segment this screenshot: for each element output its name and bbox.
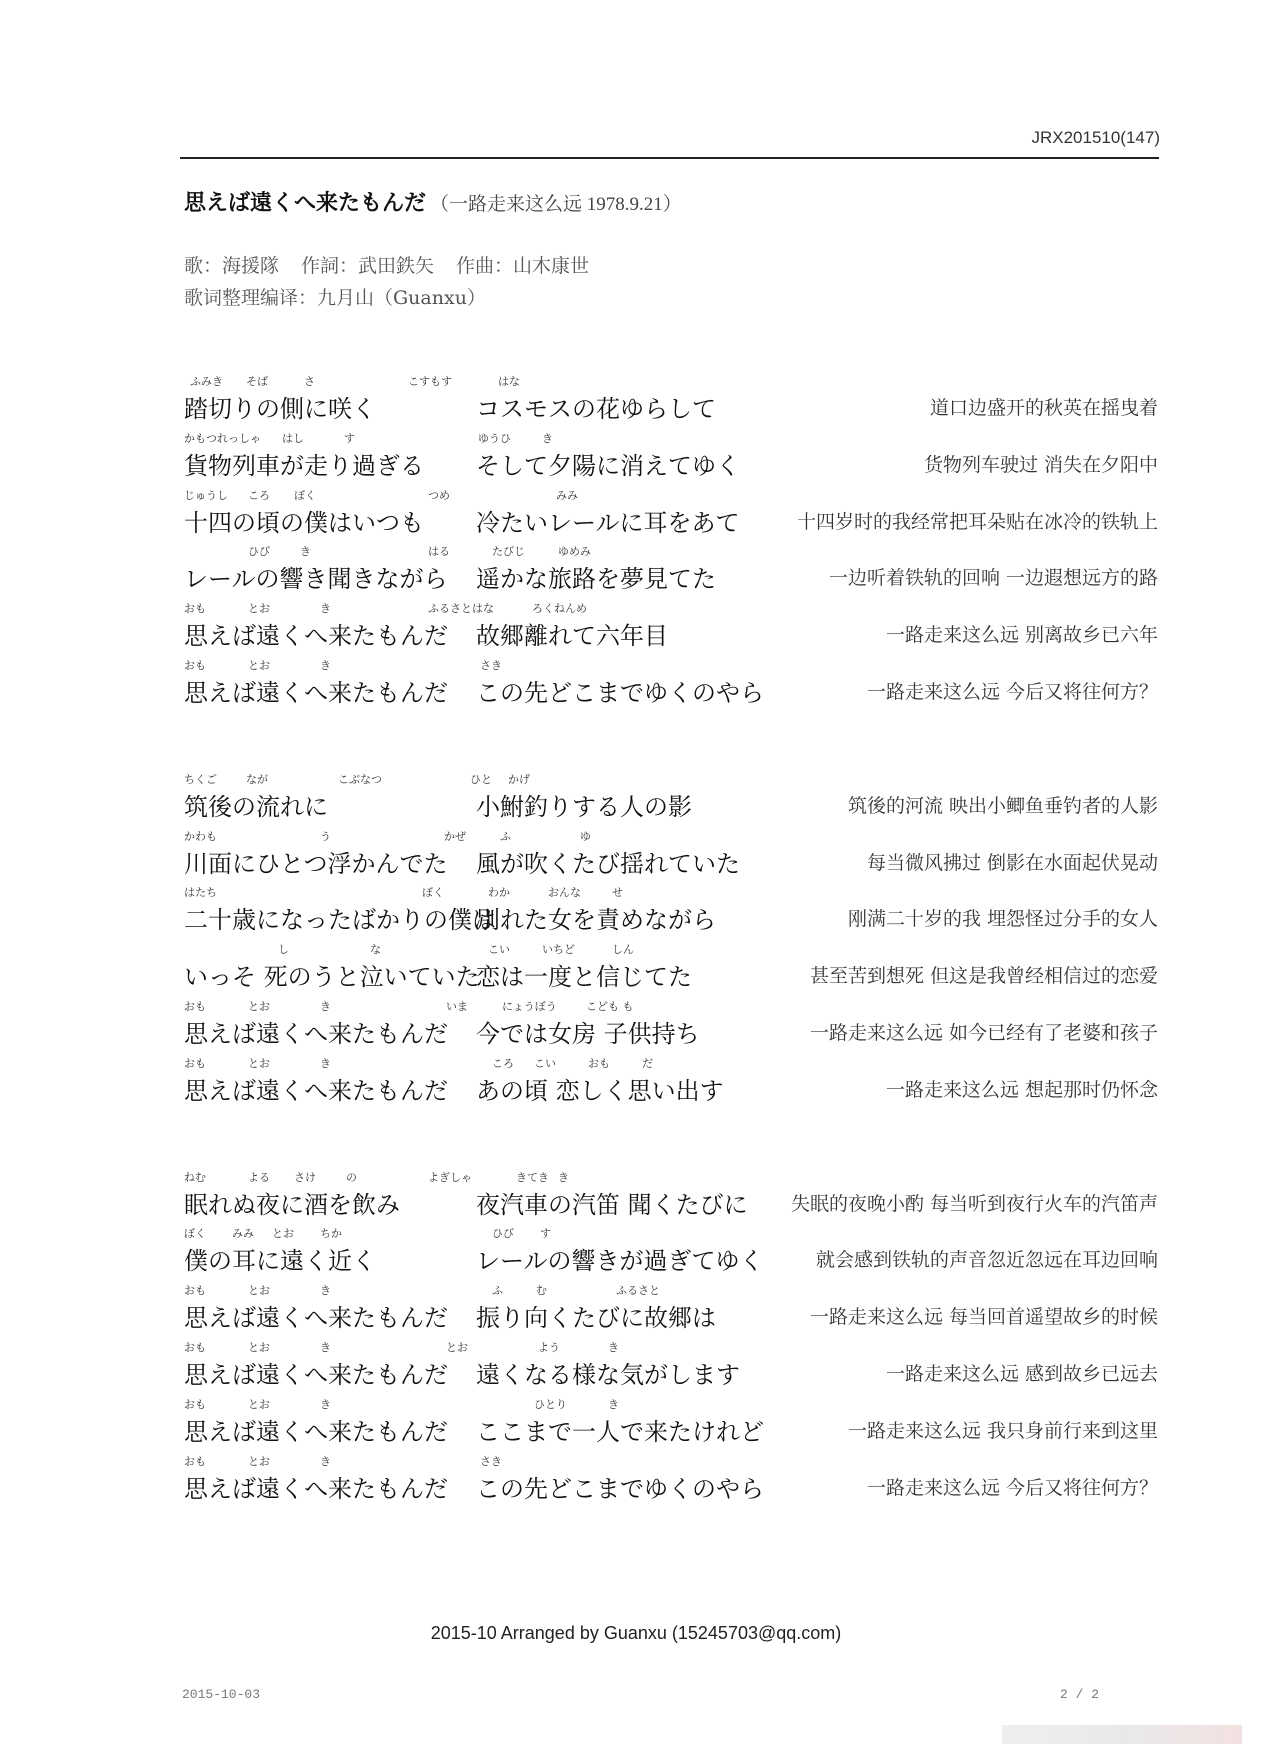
lyric-japanese-second: 別れた女を責めながら — [476, 906, 716, 935]
song-title-main: 思えば遠くへ来たもんだ — [184, 191, 427, 216]
furigana-row — [184, 1396, 1158, 1412]
furigana-row — [184, 941, 1158, 957]
lyric-japanese-first: レールの響き聞きながら — [184, 565, 448, 594]
furigana: はる — [428, 545, 450, 559]
furigana: き — [300, 545, 311, 559]
furigana-row — [184, 1169, 1158, 1185]
lyric-japanese-second: この先どこまでゆくのやら — [476, 678, 764, 707]
lyric-line — [184, 1453, 1158, 1510]
lyrics — [184, 373, 1158, 1509]
furigana: みみ — [556, 488, 578, 502]
lyric-japanese-second: 今では女房 子供持ち — [476, 1019, 700, 1048]
furigana: かげ — [508, 772, 530, 786]
lyric-japanese-second: あの頃 恋しく思い出す — [476, 1076, 724, 1105]
furigana: おも — [184, 1056, 206, 1070]
furigana: とお — [248, 1340, 270, 1354]
lyric-japanese-second: 冷たいレールに耳をあて — [476, 508, 740, 537]
furigana: ゆ — [580, 829, 591, 843]
lyric-japanese — [184, 503, 740, 538]
furigana: さき — [480, 1454, 502, 1468]
lyric-line — [184, 1055, 1158, 1112]
lyric-line — [184, 487, 1158, 544]
lyric-line — [184, 884, 1158, 941]
furigana-row — [184, 1453, 1158, 1469]
lyric-japanese-second: レールの響きが過ぎてゆく — [476, 1247, 764, 1276]
lyric-chinese: 一路走来这么远 如今已经有了老婆和孩子 — [809, 1021, 1158, 1044]
lyric-japanese-first: 眠れぬ夜に酒を飲み — [184, 1190, 400, 1219]
lyric-line — [184, 1396, 1158, 1453]
furigana-row — [184, 1339, 1158, 1355]
lyric-japanese-first: 踏切りの側に咲く — [184, 395, 376, 423]
furigana: き — [542, 431, 553, 445]
lyric-line — [184, 430, 1158, 487]
header-rule — [180, 157, 1159, 159]
furigana: かわも — [184, 829, 217, 843]
furigana: き — [320, 1056, 331, 1070]
furigana: おも — [588, 1056, 610, 1070]
lyric-japanese — [184, 1241, 764, 1276]
lyric-japanese — [184, 787, 692, 822]
furigana: よる — [248, 1170, 270, 1184]
lyric-japanese-first: 思えば遠くへ来たもんだ — [184, 1019, 448, 1048]
furigana: き — [320, 1340, 331, 1354]
lyric-japanese-second: 故郷離れて六年目 — [476, 622, 668, 651]
lyric-japanese — [184, 1071, 724, 1106]
lyric-japanese — [184, 1185, 748, 1220]
lyric-japanese-second: そして夕陽に消えてゆく — [476, 451, 740, 480]
page-date: 2015-10-03 — [182, 1687, 261, 1702]
furigana: とお — [446, 1340, 468, 1354]
lyric-japanese-second: 遠くなる様な気がします — [476, 1360, 740, 1389]
furigana: ぼく — [294, 488, 316, 502]
furigana: さき — [480, 658, 502, 672]
page-number: 2 / 2 — [1060, 1687, 1100, 1702]
lyric-japanese-first: 思えば遠くへ来たもんだ — [184, 1076, 448, 1105]
furigana: かもつれっしゃ — [184, 431, 261, 445]
furigana: ひび — [492, 1227, 514, 1241]
lyric-line — [184, 1339, 1158, 1396]
furigana: ひび — [248, 545, 270, 559]
furigana: ふ — [492, 1284, 503, 1298]
furigana-row — [184, 828, 1158, 844]
lyric-chinese: 每当微风拂过 倒影在水面起伏晃动 — [866, 851, 1158, 874]
furigana: こども も — [586, 999, 634, 1013]
furigana-row — [184, 771, 1158, 787]
lyric-line — [184, 373, 1158, 430]
credit-composer: 作曲：山木康世 — [456, 255, 590, 277]
furigana: ひとり — [534, 1397, 567, 1411]
furigana-row — [184, 543, 1158, 559]
furigana: とお — [248, 999, 270, 1013]
furigana: おも — [184, 602, 206, 616]
furigana: きてき — [516, 1170, 549, 1184]
watermark — [1002, 1725, 1242, 1744]
furigana: の — [346, 1170, 357, 1184]
lyric-japanese-first: 僕の耳に遠く近く — [184, 1247, 376, 1276]
furigana: おも — [184, 658, 206, 672]
furigana: とお — [248, 1397, 270, 1411]
furigana: こすもす — [408, 375, 452, 388]
furigana: き — [558, 1170, 569, 1184]
furigana: おも — [184, 1340, 206, 1354]
furigana-row — [184, 600, 1158, 616]
furigana: き — [320, 999, 331, 1013]
furigana: おも — [184, 1454, 206, 1468]
lyric-chinese: 十四岁时的我经常把耳朵贴在冰冷的铁轨上 — [796, 510, 1158, 533]
furigana: ゆめみ — [558, 545, 591, 559]
lyric-japanese-second: 小鮒釣りする人の影 — [476, 792, 692, 821]
furigana: さ — [304, 375, 315, 388]
furigana: ひと — [470, 772, 492, 786]
furigana: とお — [272, 1227, 294, 1241]
furigana: とお — [248, 658, 270, 672]
lyric-japanese — [184, 844, 740, 879]
furigana: おも — [184, 999, 206, 1013]
furigana-row — [184, 487, 1158, 503]
footer-credit: 2015-10 Arranged by Guanxu (15245703@qq.com) — [430, 1623, 842, 1643]
furigana-row — [184, 1282, 1158, 1298]
lyric-chinese: 一路走来这么远 想起那时仍怀念 — [885, 1078, 1158, 1101]
furigana: き — [320, 658, 331, 672]
lyric-line — [184, 600, 1158, 657]
furigana: いま — [446, 999, 468, 1013]
lyric-japanese-first: 思えば遠くへ来たもんだ — [184, 1474, 448, 1503]
furigana-row — [184, 998, 1158, 1014]
lyric-japanese — [184, 446, 740, 481]
lyric-line — [184, 998, 1158, 1055]
lyric-japanese-first: 思えば遠くへ来たもんだ — [184, 1304, 448, 1333]
furigana: き — [608, 1340, 619, 1354]
verse-gap — [184, 714, 1158, 771]
furigana: ちくご — [184, 772, 217, 786]
lyric-japanese — [184, 1298, 716, 1333]
lyric-japanese — [184, 957, 692, 992]
furigana: き — [608, 1397, 619, 1411]
furigana: つめ — [428, 488, 450, 502]
furigana: ころ — [492, 1056, 514, 1070]
furigana: き — [320, 1454, 331, 1468]
furigana: ねむ — [184, 1170, 206, 1184]
furigana: ふるさとはな — [428, 602, 494, 616]
lyric-chinese: 刚满二十岁的我 埋怨怪过分手的女人 — [847, 908, 1158, 931]
furigana: はし — [282, 431, 304, 445]
furigana: す — [344, 431, 355, 445]
lyric-japanese-second: ここまで一人で来たけれど — [476, 1417, 764, 1446]
furigana: はな — [498, 375, 520, 388]
lyric-chinese: 就会感到铁轨的声音忽近忽远在耳边回响 — [815, 1249, 1158, 1272]
furigana: とお — [248, 1056, 270, 1070]
lyric-japanese-second: この先どこまでゆくのやら — [476, 1474, 764, 1503]
lyric-line — [184, 1169, 1158, 1226]
furigana: ろくねんめ — [532, 602, 587, 616]
lyric-japanese — [184, 1469, 764, 1504]
lyric-japanese-first: 思えば遠くへ来たもんだ — [184, 678, 448, 707]
furigana: わか — [488, 886, 510, 900]
furigana: ぼく — [184, 1227, 206, 1241]
lyric-japanese — [184, 1412, 764, 1447]
furigana: そば — [246, 375, 268, 388]
lyric-chinese: 筑後的河流 映出小鲫鱼垂钓者的人影 — [847, 794, 1158, 817]
furigana: とお — [248, 1284, 270, 1298]
furigana-row — [184, 884, 1158, 900]
furigana: う — [320, 829, 331, 843]
furigana: き — [320, 602, 331, 616]
lyric-japanese-second: 夜汽車の汽笛 聞くたびに — [476, 1190, 748, 1219]
lyric-chinese: 一路走来这么远 别离故乡已六年 — [885, 624, 1158, 647]
lyric-line — [184, 941, 1158, 998]
lyric-japanese-first: 川面にひとつ浮かんでた — [184, 849, 448, 878]
lyric-japanese-second: 恋は一度と信じてた — [476, 963, 692, 992]
furigana: こい — [534, 1056, 556, 1070]
furigana: ぼく — [422, 886, 444, 900]
furigana: おも — [184, 1397, 206, 1411]
furigana: はたち — [184, 886, 217, 900]
furigana: き — [320, 1284, 331, 1298]
furigana: き — [320, 1397, 331, 1411]
furigana: しん — [612, 943, 634, 957]
furigana-row — [184, 657, 1158, 673]
furigana-row — [184, 1055, 1158, 1071]
lyric-japanese-second: コスモスの花ゆらして — [476, 395, 716, 423]
furigana: せ — [612, 886, 623, 900]
furigana: す — [540, 1227, 551, 1241]
furigana: ふみき — [190, 375, 223, 388]
furigana: ゆうひ — [478, 431, 511, 445]
lyric-line — [184, 771, 1158, 828]
furigana: よう — [538, 1340, 560, 1354]
lyric-japanese — [184, 559, 716, 594]
lyric-japanese-first: 貨物列車が走り過ぎる — [184, 451, 424, 480]
furigana: な — [370, 943, 381, 957]
furigana: だ — [642, 1056, 653, 1070]
furigana-row — [184, 430, 1158, 446]
song-title — [184, 186, 682, 217]
furigana: とお — [248, 602, 270, 616]
lyric-japanese-first: 十四の頃の僕はいつも — [184, 508, 424, 537]
furigana: し — [278, 943, 289, 957]
lyric-chinese: 一路走来这么远 我只身前行来到这里 — [847, 1419, 1158, 1442]
furigana: おんな — [548, 886, 581, 900]
lyric-japanese-second: 遥かな旅路を夢見てた — [476, 565, 716, 594]
lyric-japanese-first: 思えば遠くへ来たもんだ — [184, 1417, 448, 1446]
furigana: ころ — [248, 488, 270, 502]
furigana: おも — [184, 1284, 206, 1298]
furigana: ふ — [500, 829, 511, 843]
lyric-chinese: 一路走来这么远 感到故乡已远去 — [885, 1362, 1158, 1385]
lyric-japanese-first: 筑後の流れに — [184, 792, 328, 821]
document-code: JRX201510(147) — [1031, 128, 1160, 147]
furigana: こぶなつ — [338, 772, 382, 786]
lyric-japanese-first: いっそ 死のうと泣いていた — [184, 963, 480, 992]
lyric-japanese-first: 思えば遠くへ来たもんだ — [184, 622, 448, 651]
lyric-chinese: 货物列车驶过 消失在夕阳中 — [923, 453, 1158, 476]
lyric-japanese-second: 振り向くたびに故郷は — [476, 1304, 716, 1333]
lyric-chinese: 一边听着铁轨的回响 一边遐想远方的路 — [828, 567, 1158, 590]
credit-lyricist: 作詞：武田鉄矢 — [301, 255, 435, 277]
furigana: ふるさと — [616, 1284, 660, 1298]
furigana: む — [536, 1284, 547, 1298]
furigana: じゅうし — [184, 488, 228, 502]
lyric-japanese-second: 風が吹くたび揺れていた — [476, 849, 740, 878]
lyric-japanese — [184, 900, 716, 935]
furigana-row — [184, 373, 1158, 389]
lyric-chinese: 甚至苦到想死 但这是我曾经相信过的恋爱 — [809, 965, 1158, 988]
furigana: いちど — [542, 943, 575, 957]
furigana: なが — [246, 772, 268, 786]
furigana: にょうぼう — [502, 999, 557, 1013]
lyric-chinese: 一路走来这么远 今后又将往何方？ — [866, 680, 1158, 703]
lyric-japanese — [184, 1355, 740, 1390]
furigana-row — [184, 1225, 1158, 1241]
lyric-chinese: 一路走来这么远 今后又将往何方？ — [866, 1476, 1158, 1499]
lyric-japanese — [184, 1014, 700, 1049]
furigana: かぜ — [444, 829, 466, 843]
furigana: よぎしゃ — [428, 1170, 472, 1184]
credits-row — [184, 250, 589, 282]
lyric-japanese — [184, 673, 764, 708]
credits — [184, 250, 589, 314]
lyric-line — [184, 1282, 1158, 1339]
credit-singer: 歌：海援隊 — [184, 255, 280, 277]
lyric-japanese-first: 二十歳になったばかりの僕は — [184, 906, 496, 935]
lyric-chinese: 道口边盛开的秋英在摇曳着 — [929, 397, 1158, 419]
credit-translator: 歌词整理编译：九月山（Guanxu） — [184, 287, 486, 309]
lyric-line — [184, 828, 1158, 885]
furigana: みみ — [232, 1227, 254, 1241]
lyric-chinese: 失眠的夜晚小酌 每当听到夜行火车的汽笛声 — [790, 1192, 1158, 1215]
lyric-japanese-first: 思えば遠くへ来たもんだ — [184, 1360, 448, 1389]
lyric-japanese — [184, 389, 716, 424]
furigana: とお — [248, 1454, 270, 1468]
song-title-subtitle: （一路走来这么远 1978.9.21） — [430, 194, 682, 215]
lyric-line — [184, 1225, 1158, 1282]
verse-gap — [184, 1112, 1158, 1169]
lyric-line — [184, 543, 1158, 600]
furigana: ちか — [320, 1227, 342, 1241]
furigana: こい — [488, 943, 510, 957]
furigana: さけ — [294, 1170, 316, 1184]
lyric-chinese: 一路走来这么远 每当回首遥望故乡的时候 — [809, 1306, 1158, 1329]
lyric-line — [184, 657, 1158, 714]
furigana: たびじ — [492, 545, 525, 559]
lyric-japanese — [184, 616, 668, 651]
